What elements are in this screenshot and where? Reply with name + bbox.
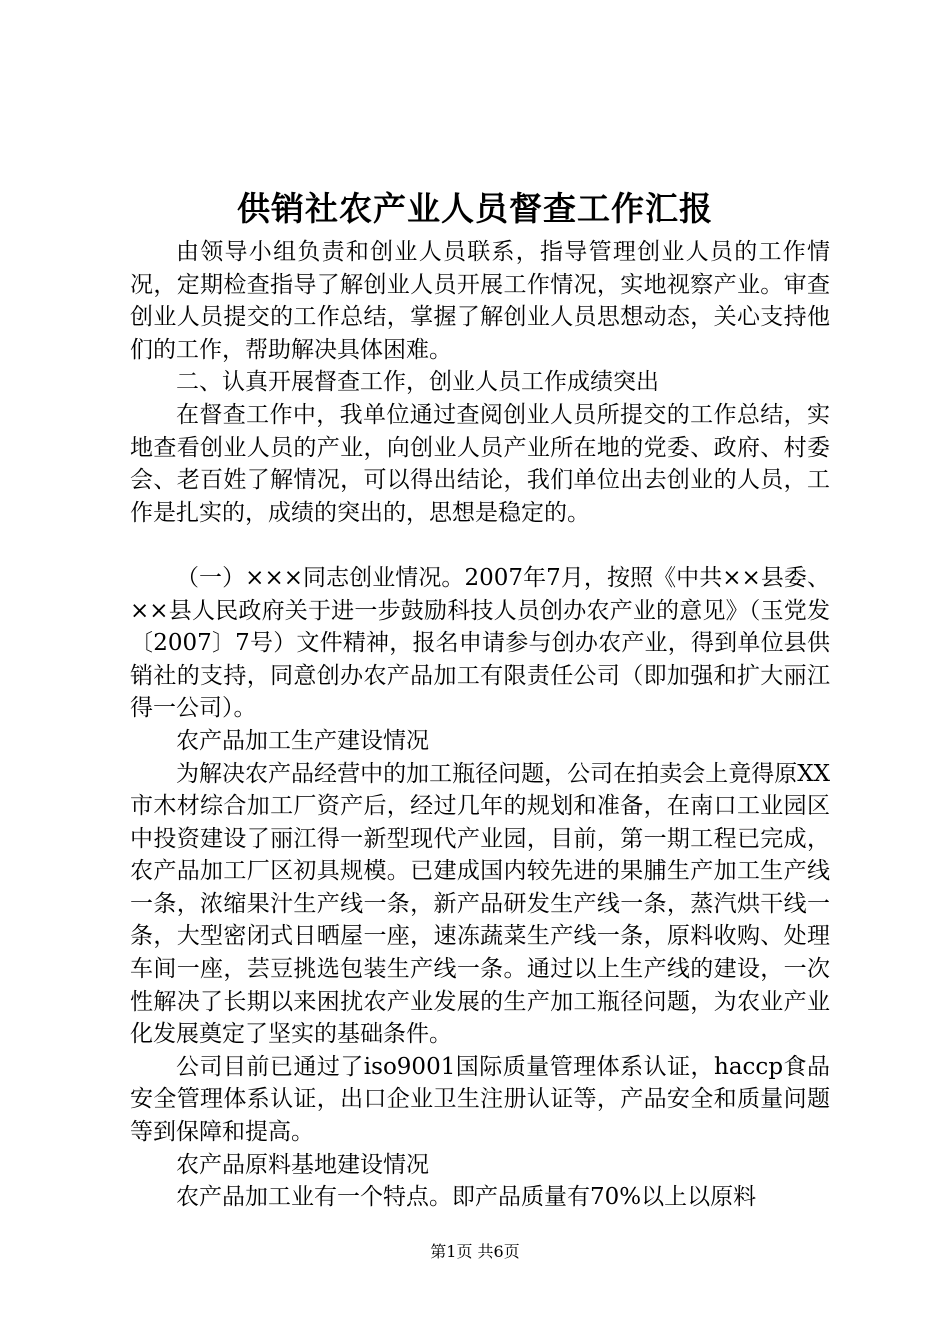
paragraph-raw-material: 农产品加工业有一个特点。即产品质量有70%以上以原料 [176,1184,757,1211]
paragraph-intro: 由领导小组负责和创业人员联系，指导管理创业人员的工作情况，定期检查指导了解创业人员开展工作情况，实地视察产业。审查创业人员提交的工作总结，掌握了解创业人员思想动态，关心支持他们的工作，帮助解决具体困难。 [130,239,830,363]
paragraph-processing: 为解决农产品经营中的加工瓶径问题，公司在拍卖会上竟得原XX市木材综合加工厂资产后，经过几年的规划和准备，在南口工业园区中投资建设了丽江得一新型现代产业园，目前，第一期工程已完成，农产品加工厂区初具规模。已建成国内较先进的果脯生产加工生产线一条，浓缩果汁生产线一条，新产品研发生产线一条，蒸汽烘干线一条，大型密闭式日晒屋一座，速冻蔬菜生产线一条，原料收购、处理车间一座，芸豆挑选包装生产线一条。通过以上生产线的建设，一次性解决了长期以来困扰农产业发展的生产加工瓶径问题，为农业产业化发展奠定了坚实的基础条件。 [130,760,830,1048]
section-heading-2: 二、认真开展督查工作，创业人员工作成绩突出 [176,369,659,396]
document-title: 供销社农产业人员督查工作汇报 [237,189,713,228]
page-footer: 第1页 共6页 [430,1242,520,1261]
paragraph-case-1: （一）×××同志创业情况。2007年7月，按照《中共××县委、××县人民政府关于进一步鼓励科技人员创办农产业的意见》（玉党发〔2007〕7号）文件精神，报名申请参与创办农产业，得到单位县供销社的支持，同意创办农产品加工有限责任公司（即加强和扩大丽江得一公司）。 [130,564,830,722]
paragraph-inspection: 在督查工作中，我单位通过查阅创业人员所提交的工作总结，实地查看创业人员的产业，向创业人员产业所在地的党委、政府、村委会、老百姓了解情况，可以得出结论，我们单位出去创业的人员，工作是扎实的，成绩的突出的，思想是稳定的。 [130,401,830,526]
paragraph-certification: 公司目前已通过了iso9001国际质量管理体系认证，haccp食品安全管理体系认证，出口企业卫生注册认证等，产品安全和质量问题等到保障和提高。 [130,1053,830,1146]
document-body [130,236,830,1214]
subheading-raw-material: 农产品原料基地建设情况 [176,1151,429,1178]
subheading-processing: 农产品加工生产建设情况 [176,727,429,754]
